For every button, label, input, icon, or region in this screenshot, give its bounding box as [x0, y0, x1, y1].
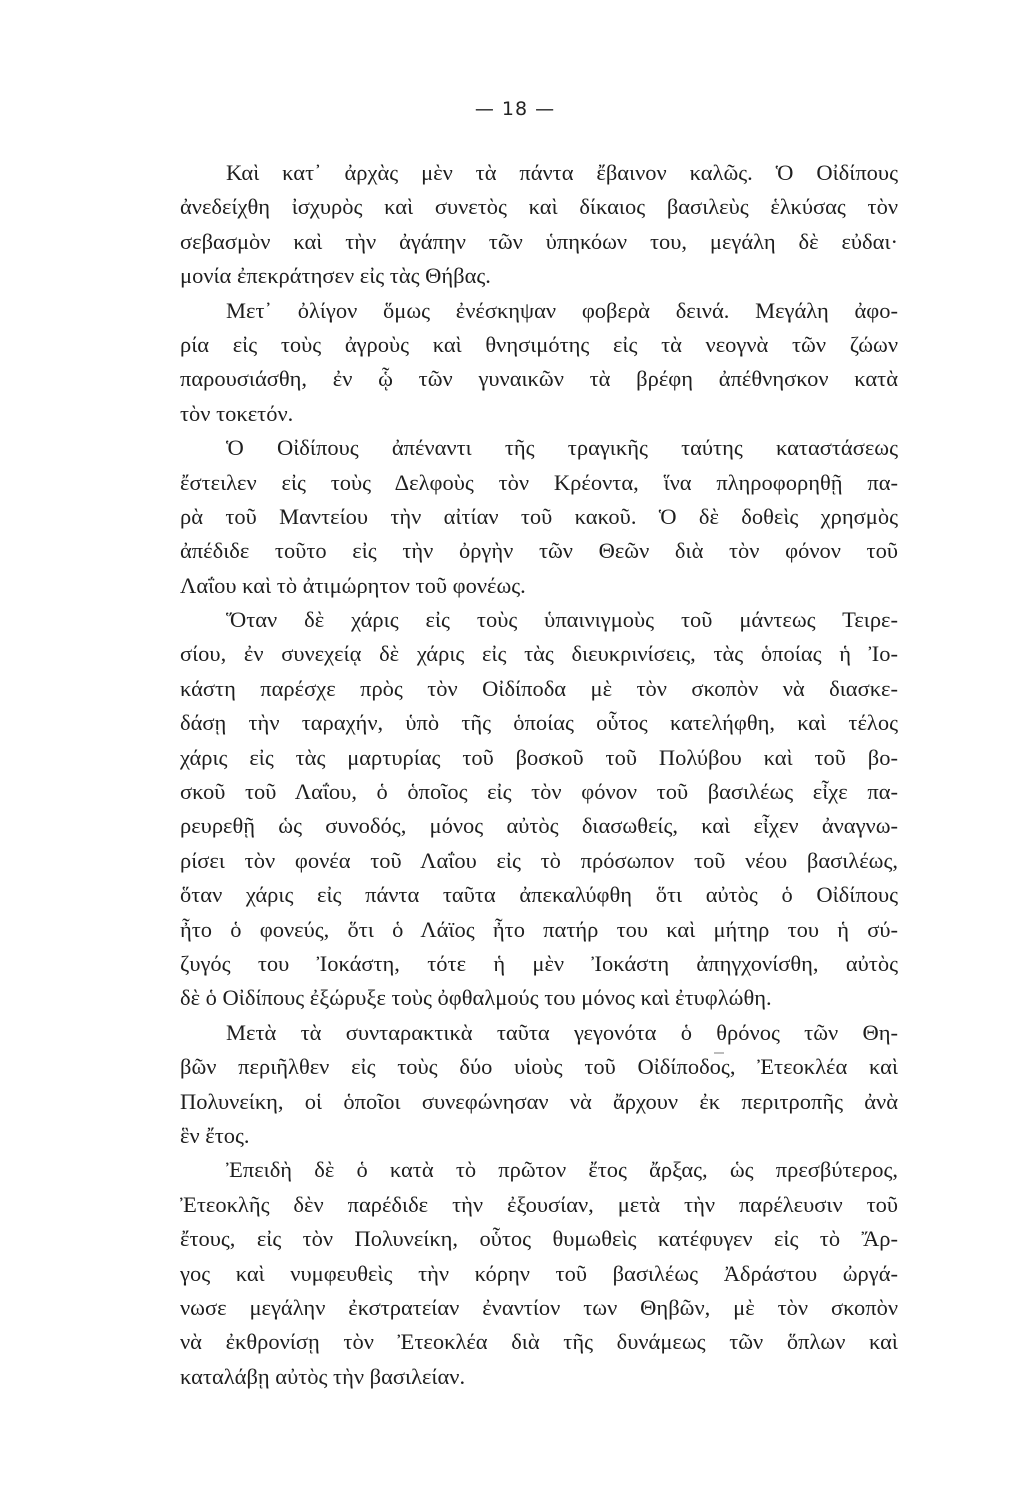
text-line: δάσῃ τὴν ταραχήν, ὑπὸ τῆς ὁποίας οὗτος κατελήφθη, καὶ τέλος	[180, 710, 898, 736]
text-line: Καὶ κατ᾽ ἀρχὰς μὲν τὰ πάντα ἔβαινον καλῶς. Ὁ Οἰδίπους	[226, 160, 898, 185]
text-line: δὲ ὁ Οἰδίπους ἐξώρυξε τοὺς ὀφθαλμούς του μόνος καὶ ἐτυφλώθη.	[180, 985, 772, 1011]
text-line: Πολυνείκη, οἱ ὁποῖοι συνεφώνησαν νὰ ἄρχουν ἐκ περιτροπῆς ἀνὰ	[180, 1088, 898, 1114]
text-line: νὰ ἐκθρονίσῃ τὸν Ἐτεοκλέα διὰ τῆς δυνάμεως τῶν ὅπλων καὶ	[180, 1329, 898, 1355]
text-line: ἀπέδιδε τοῦτο εἰς τὴν ὀργὴν τῶν Θεῶν διὰ τὸν φόνον τοῦ	[180, 538, 898, 564]
text-line: Ὅταν δὲ χάρις εἰς τοὺς ὑπαινιγμοὺς τοῦ μάντεως Τειρε-	[226, 607, 898, 633]
text-line: ρευρεθῇ ὡς συνοδός, μόνος αὐτὸς διασωθείς, καὶ εἶχεν ἀναγνω-	[180, 813, 898, 839]
text-line: Μετὰ τὰ συνταρακτικὰ ταῦτα γεγονότα ὁ θρόνος τῶν Θη-	[226, 1019, 898, 1045]
text-line: ρὰ τοῦ Μαντείου τὴν αἰτίαν τοῦ κακοῦ. Ὁ δὲ δοθεὶς χρησμὸς	[180, 503, 898, 529]
text-line: κάστη παρέσχε πρὸς τὸν Οἰδίποδα μὲ τὸν σκοπὸν νὰ διασκε-	[180, 675, 898, 701]
paragraph-2	[180, 294, 898, 432]
text-line: ἔστειλεν εἰς τοὺς Δελφοὺς τὸν Κρέοντα, ἵνα πληροφορηθῇ πα-	[180, 469, 898, 495]
text-line: ρία εἰς τοὺς ἀγροὺς καὶ θνησιμότης εἰς τὰ νεογνὰ τῶν ζώων	[180, 331, 898, 357]
paragraph-1	[180, 156, 898, 294]
text-line: νωσε μεγάλην ἐκστρατείαν ἐναντίον των Θηβῶν, μὲ τὸν σκοπὸν	[180, 1294, 898, 1320]
text-line: Ἐτεοκλῆς δὲν παρέδιδε τὴν ἐξουσίαν, μετὰ τὴν παρέλευσιν τοῦ	[180, 1191, 898, 1217]
print-mark	[714, 1052, 724, 1054]
text-line: σκοῦ τοῦ Λαΐου, ὁ ὁποῖος εἰς τὸν φόνον τοῦ βασιλέως εἶχε πα-	[180, 779, 898, 805]
text-line: ἦτο ὁ φονεύς, ὅτι ὁ Λάϊος ἦτο πατήρ του καὶ μήτηρ του ἡ σύ-	[180, 916, 898, 942]
text-line: ρίσει τὸν φονέα τοῦ Λαΐου εἰς τὸ πρόσωπον τοῦ νέου βασιλέως,	[180, 847, 898, 873]
text-line: γος καὶ νυμφευθεὶς τὴν κόρην τοῦ βασιλέως Ἀδράστου ὠργά-	[180, 1260, 898, 1286]
text-line: χάρις εἰς τὰς μαρτυρίας τοῦ βοσκοῦ τοῦ Πολύβου καὶ τοῦ βο-	[180, 744, 898, 770]
text-line: Λαΐου καὶ τὸ ἀτιμώρητον τοῦ φονέως.	[180, 572, 526, 598]
text-line: Ὁ Οἰδίπους ἀπέναντι τῆς τραγικῆς ταύτης καταστάσεως	[226, 435, 898, 461]
text-line: σεβασμὸν καὶ τὴν ἀγάπην τῶν ὑπηκόων του, μεγάλη δὲ εὐδαι·	[180, 228, 898, 254]
text-line: βῶν περιῆλθεν εἰς τοὺς δύο υἱοὺς τοῦ Οἰδίποδος, Ἐτεοκλέα καὶ	[180, 1054, 898, 1080]
text-line: Ἐπειδὴ δὲ ὁ κατὰ τὸ πρῶτον ἔτος ἄρξας, ὡς πρεσβύτερος,	[226, 1157, 898, 1183]
text-line: τὸν τοκετόν.	[180, 400, 294, 426]
page-number: — 18 —	[474, 98, 556, 120]
text-line: ἔτους, εἰς τὸν Πολυνείκη, οὗτος θυμωθεὶς κατέφυγεν εἰς τὸ Ἄρ-	[180, 1226, 898, 1252]
paragraph-6	[180, 1153, 898, 1394]
text-line: μονία ἐπεκράτησεν εἰς τὰς Θήβας.	[180, 263, 491, 289]
paragraph-4	[180, 603, 898, 1016]
paragraph-3	[180, 431, 898, 603]
paragraph-5	[180, 1016, 898, 1154]
text-line: Μετ᾽ ὀλίγον ὅμως ἐνέσκηψαν φοβερὰ δεινά. Μεγάλη ἀφο-	[226, 297, 898, 323]
text-line: σίου, ἐν συνεχείᾳ δὲ χάρις εἰς τὰς διευκρινίσεις, τὰς ὁποίας ἡ Ἰο-	[180, 641, 898, 667]
text-line: ἓν ἔτος.	[180, 1122, 250, 1148]
text-line: ἀνεδείχθη ἰσχυρὸς καὶ συνετὸς καὶ δίκαιος βασιλεὺς ἑλκύσας τὸν	[180, 194, 898, 220]
text-line: ὅταν χάρις εἰς πάντα ταῦτα ἀπεκαλύφθη ὅτι αὐτὸς ὁ Οἰδίπους	[180, 882, 898, 908]
text-line: ζυγός του Ἰοκάστη, τότε ἡ μὲν Ἰοκάστη ἀπηγχονίσθη, αὐτὸς	[180, 950, 898, 976]
text-line: παρουσιάσθη, ἐν ᾧ τῶν γυναικῶν τὰ βρέφη ἀπέθνησκον κατὰ	[180, 366, 898, 392]
body-text	[180, 156, 898, 1394]
text-line: καταλάβῃ αὐτὸς τὴν βασιλείαν.	[180, 1363, 466, 1389]
